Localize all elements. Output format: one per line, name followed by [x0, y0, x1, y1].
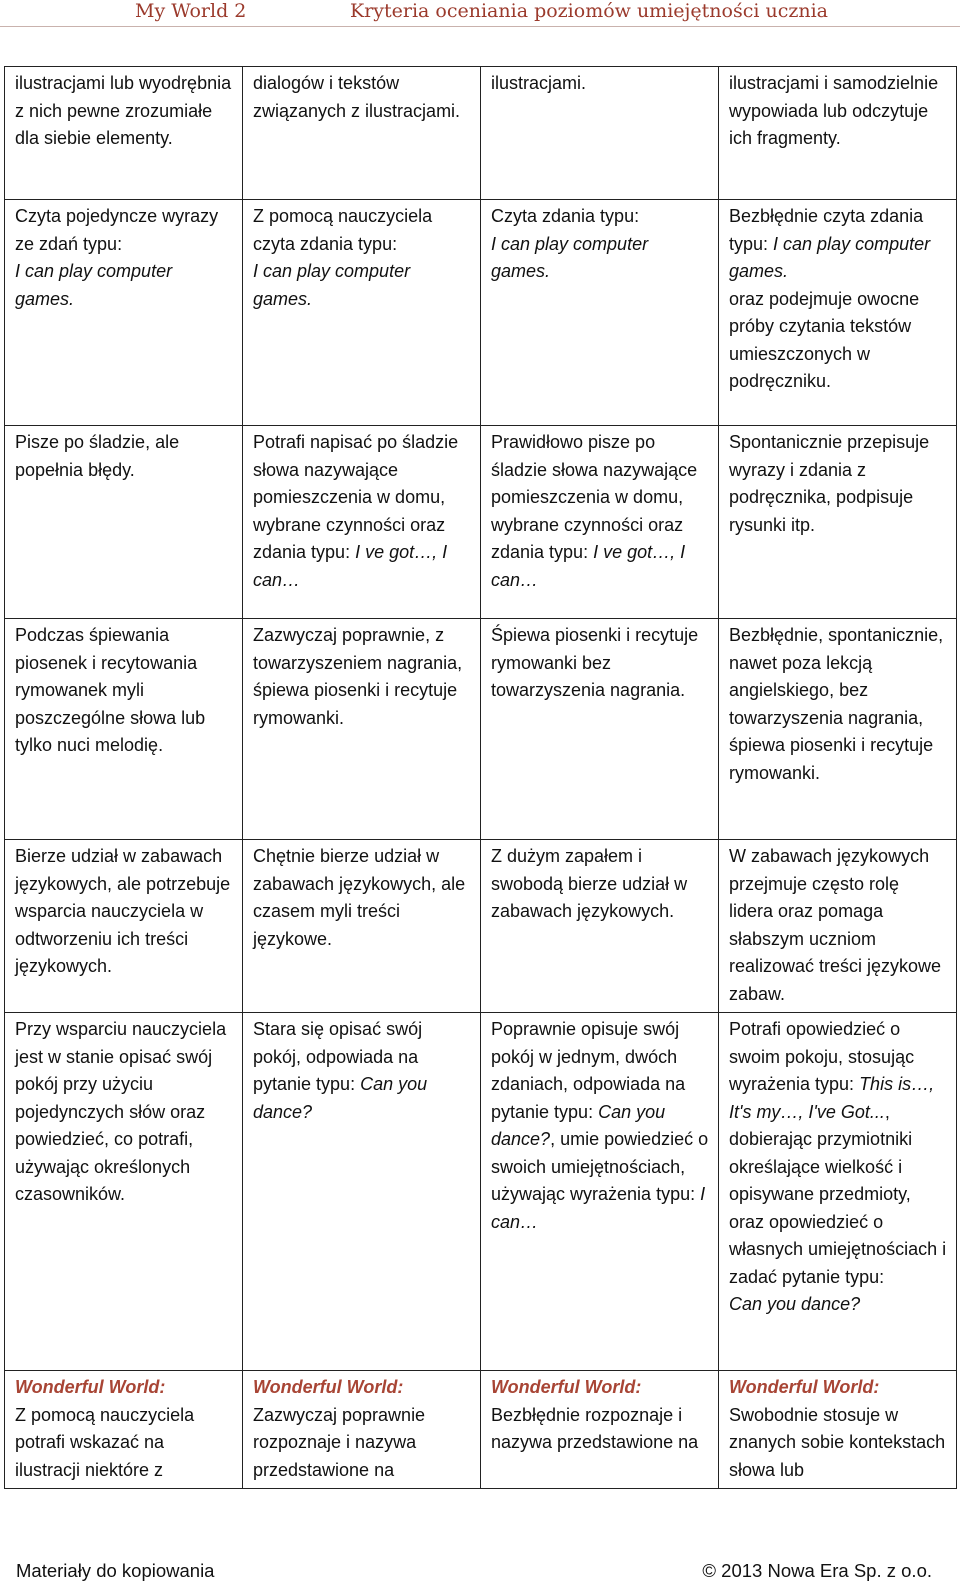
table-cell: [5, 619, 243, 840]
cell-example: Can you dance?: [729, 1294, 861, 1314]
section-label: Wonderful World:: [253, 1377, 404, 1397]
cell-text: Potrafi napisać po śladzie słowa nazywające pomieszczenia w domu, wybrane czynności oraz zdania typu:: [253, 432, 459, 562]
table-row: [5, 1371, 957, 1489]
table-cell: [5, 67, 243, 200]
cell-text: ilustracjami.: [491, 73, 587, 93]
cell-text: ilustracjami lub wyodrębnia z nich pewne zrozumiałe dla siebie elementy.: [15, 73, 232, 148]
cell-text: Poprawnie opisuje swój pokój w jednym, dwóch zdaniach, odpowiada na pytanie typu:: [491, 1019, 686, 1122]
table-cell: [481, 426, 719, 619]
cell-text: , dobierając przymiotniki określające wielkość i opisywane przedmioty, oraz opowiedzieć o własnych umiejętnościach i zadać pytanie typu:: [729, 1101, 947, 1287]
cell-text: Chętnie bierze udział w zabawach językowych, ale czasem myli treści językowe.: [253, 846, 466, 949]
cell-text: Stara się opisać swój pokój, odpowiada na pytanie typu:: [253, 1019, 423, 1094]
table-cell: [243, 1013, 481, 1371]
header-divider: [0, 26, 960, 27]
table-cell: [243, 200, 481, 426]
table-cell: [481, 67, 719, 200]
cell-example: I can play computer games.: [729, 233, 931, 281]
header-book-title: My World 2: [135, 0, 247, 22]
cell-text: Z pomocą nauczyciela potrafi wskazać na ilustracji niektóre z: [15, 1404, 195, 1480]
table-cell: [481, 619, 719, 840]
cell-text: Bezbłędnie rozpoznaje i nazywa przedstawione na: [491, 1404, 699, 1452]
cell-example: I can…: [491, 1184, 706, 1232]
section-label: Wonderful World:: [491, 1377, 642, 1397]
cell-text: Zazwyczaj poprawnie, z towarzyszeniem nagrania, śpiewa piosenki i recytuje rymowanki.: [253, 625, 463, 728]
cell-text: Podczas śpiewania piosenek i recytowania rymowanek myli poszczególne słowa lub tylko nuci melodię.: [15, 625, 206, 755]
cell-text: W zabawach językowych przejmuje często rolę lidera oraz pomaga słabszym uczniom realizować treści językowe zabaw.: [729, 846, 942, 1004]
cell-example: Can you dance?: [253, 1074, 428, 1122]
table-row: [5, 200, 957, 426]
cell-text: Śpiewa piosenki i recytuje rymowanki bez towarzyszenia nagrania.: [491, 625, 699, 700]
table-cell: [5, 200, 243, 426]
table-cell: [719, 1371, 957, 1489]
table-cell: [5, 1371, 243, 1489]
cell-text: Z dużym zapałem i swobodą bierze udział w zabawach językowych.: [491, 846, 688, 921]
table-cell: [719, 1013, 957, 1371]
table-row: [5, 426, 957, 619]
table-cell: [243, 840, 481, 1013]
cell-text: Zazwyczaj poprawnie rozpoznaje i nazywa przedstawione na: [253, 1404, 426, 1480]
page-header: [0, 0, 960, 22]
table-cell: [481, 1371, 719, 1489]
cell-example: Can you dance?: [491, 1101, 666, 1149]
cell-text: Czyta zdania typu:: [491, 206, 640, 226]
table-cell: [719, 840, 957, 1013]
footer-left-text: Materiały do kopiowania: [16, 1560, 215, 1581]
cell-text: Czyta pojedyncze wyrazy ze zdań typu:: [15, 206, 219, 254]
cell-example: I ve got…, I can…: [253, 542, 448, 590]
table-row: [5, 1013, 957, 1371]
table-row: [5, 67, 957, 200]
cell-text: Potrafi opowiedzieć o swoim pokoju, stosując wyrażenia typu:: [729, 1019, 915, 1094]
section-label: Wonderful World:: [729, 1377, 880, 1397]
footer-copyright: © 2013 Nowa Era Sp. z o.o.: [702, 1560, 932, 1581]
cell-example: I ve got…, I can…: [491, 542, 686, 590]
cell-example: I can play computer games.: [253, 261, 411, 309]
cell-text: Bierze udział w zabawach językowych, ale potrzebuje wsparcia nauczyciela w odtworzeniu ich treści językowych.: [15, 846, 231, 976]
header-document-title: Kryteria oceniania poziomów umiejętności ucznia: [350, 0, 829, 22]
cell-text: , umie powiedzieć o swoich umiejętnościach, używając wyrażenia typu:: [491, 1129, 709, 1204]
table-cell: [5, 426, 243, 619]
table-cell: [243, 426, 481, 619]
cell-text: dialogów i tekstów związanych z ilustracjami.: [253, 73, 461, 121]
table-cell: [243, 67, 481, 200]
table-row: [5, 840, 957, 1013]
table-cell: [481, 1013, 719, 1371]
criteria-table: [4, 66, 957, 1489]
table-cell: [481, 840, 719, 1013]
cell-text: oraz podejmuje owocne próby czytania tekstów umieszczonych w podręczniku.: [729, 288, 920, 391]
cell-example: I can play computer games.: [491, 233, 649, 281]
cell-text: Swobodnie stosuje w znanych sobie kontekstach słowa lub: [729, 1404, 946, 1480]
cell-example: This is…, It's my…, I've Got...: [729, 1074, 935, 1122]
table-cell: [719, 619, 957, 840]
table-cell: [481, 200, 719, 426]
cell-text: Spontanicznie przepisuje wyrazy i zdania z podręcznika, podpisuje rysunki itp.: [729, 432, 930, 535]
table-cell: [5, 1013, 243, 1371]
cell-text: Z pomocą nauczyciela czyta zdania typu:: [253, 206, 433, 254]
cell-example: I can play computer games.: [15, 261, 173, 309]
cell-text: Prawidłowo pisze po śladzie słowa nazywające pomieszczenia w domu, wybrane czynności oraz zdania typu:: [491, 432, 698, 562]
table-cell: [243, 1371, 481, 1489]
table-row: [5, 619, 957, 840]
table-cell: [719, 200, 957, 426]
cell-text: Przy wsparciu nauczyciela jest w stanie opisać swój pokój przy użyciu pojedynczych słów oraz powiedzieć, co potrafi, używając określonych czasowników.: [15, 1019, 227, 1204]
cell-text: Pisze po śladzie, ale popełnia błędy.: [15, 432, 180, 480]
table-cell: [5, 840, 243, 1013]
table-cell: [719, 67, 957, 200]
cell-text: Bezbłędnie, spontanicznie, nawet poza lekcją angielskiego, bez towarzyszenia nagrania, śpiewa piosenki i recytuje rymowanki.: [729, 625, 944, 783]
cell-text: Bezbłędnie czyta zdania typu:: [729, 206, 924, 254]
section-label: Wonderful World:: [15, 1377, 166, 1397]
table-cell: [243, 619, 481, 840]
table-cell: [719, 426, 957, 619]
cell-text: ilustracjami i samodzielnie wypowiada lub odczytuje ich fragmenty.: [729, 73, 939, 148]
